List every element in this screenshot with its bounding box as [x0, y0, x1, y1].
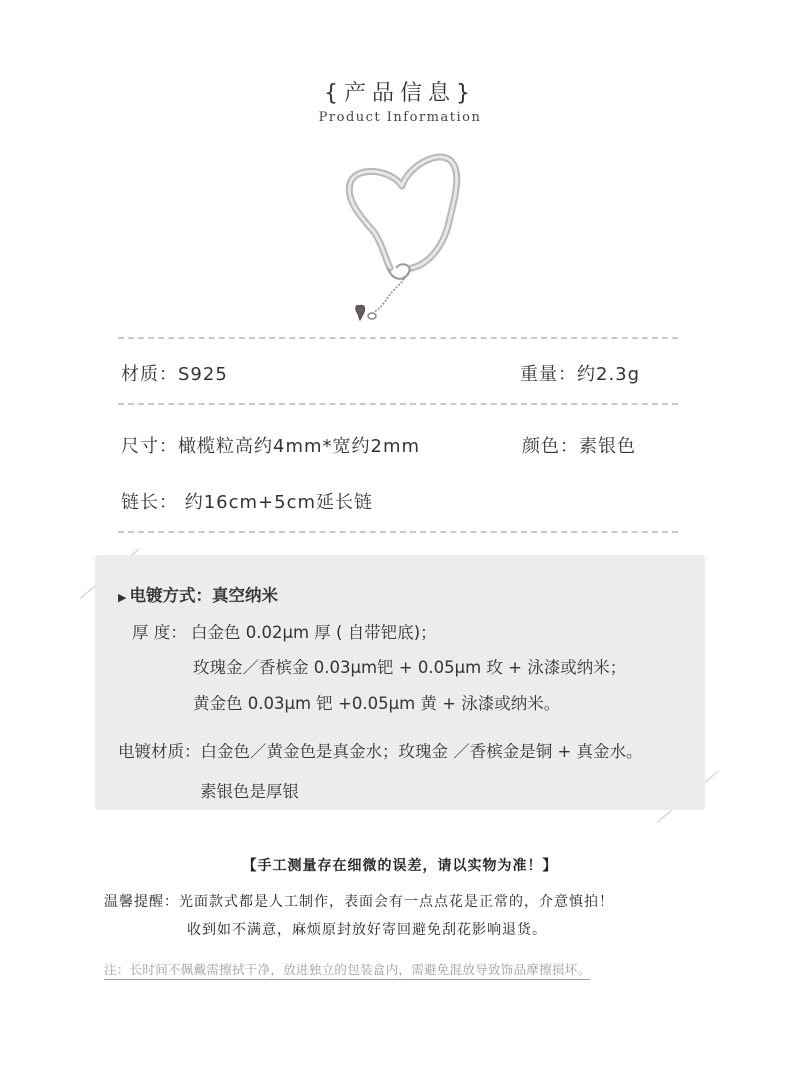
spec-chain-length: 链长： 约16cm+5cm延长链 — [121, 492, 374, 513]
divider — [118, 337, 678, 339]
measurement-note: 【手工测量存在细微的误差，请以实物为准！】 — [242, 858, 558, 874]
spec-material: 材质：S925 — [121, 364, 228, 385]
spec-color: 颜色：素银色 — [522, 436, 636, 457]
product-image — [330, 140, 470, 330]
spec-size: 尺寸：橄榄粒高约4mm*宽约2mm — [121, 436, 421, 457]
thickness-line: 黄金色 0.03μm 钯 +0.05μm 黄 + 泳漆或纳米。 — [193, 694, 561, 713]
divider — [118, 403, 678, 405]
thickness-label: 厚 度： — [132, 623, 187, 642]
page-title: {产品信息} — [324, 81, 476, 106]
plating-method-text: 电镀方式：真空纳米 — [129, 586, 278, 605]
triangle-right-icon: ▶ — [118, 591, 127, 604]
thickness-line: 玫瑰金／香槟金 0.03μm钯 + 0.05μm 玫 + 泳漆或纳米； — [193, 658, 627, 677]
tips-line: 收到如不满意，麻烦原封放好寄回避免刮花影响退货。 — [187, 922, 547, 938]
divider — [118, 531, 678, 533]
spec-weight: 重量：约2.3g — [520, 364, 641, 385]
footnote: 注：长时间不佩戴需擦拭干净，放进独立的包装盒内，需避免混放导致饰品摩擦损坏。 — [104, 960, 590, 980]
thickness-line: 白金色 0.02μm 厚 ( 自带钯底)； — [191, 623, 437, 642]
tips-line: 温馨提醒：光面款式都是人工制作，表面会有一点点花是正常的，介意慎拍！ — [104, 894, 614, 910]
plating-method — [118, 582, 278, 606]
page-subtitle: Product Information — [318, 110, 482, 125]
plating-material-note: 素银色是厚银 — [200, 782, 299, 801]
plating-material: 电镀材质：白金色／黄金色是真金水；玫瑰金 ／香槟金是铜 + 真金水。 — [118, 742, 643, 761]
